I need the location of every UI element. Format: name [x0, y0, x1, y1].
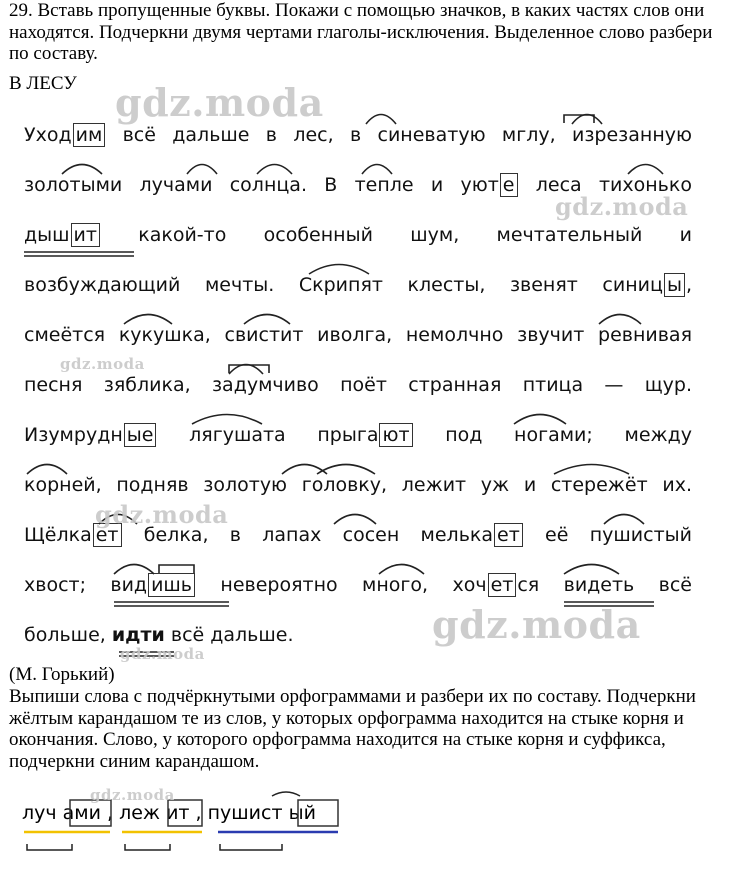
story-fragment: всё дальше. [164, 624, 294, 646]
watermark: gdz.moda [120, 645, 205, 663]
story-line [24, 307, 692, 357]
highlighted-word: идти [111, 624, 165, 646]
story-fragment: смеётся кукушка, свистит иволга, немолчно звучит ревнивая [24, 324, 692, 346]
story-fragment: невероятно много, хоч [196, 574, 487, 596]
ending-box: ет [494, 523, 523, 547]
story-line [24, 557, 692, 607]
story-fragment: дыш [24, 224, 70, 246]
watermark: gdz.moda [90, 786, 175, 804]
story-source: (М. Горький) [9, 664, 115, 685]
ending-box: ые [124, 423, 157, 447]
story-fragment: Изумрудн [24, 424, 123, 446]
story-fragment: Щёлка [24, 524, 92, 546]
ending-box: ит [71, 223, 100, 247]
story-line-text [24, 322, 692, 348]
story-line-text [24, 122, 692, 148]
story-fragment: золотыми лучами солнца. В тепле и уют [24, 174, 499, 196]
story-fragment: всё дальше в лес, в синеватую мглу, изрезанную [106, 124, 692, 146]
answer-morpheme-marks [22, 792, 352, 852]
story-fragment: белка, в лапах сосен мелька [122, 524, 494, 546]
story-fragment: какой-то особенный шум, мечтательный и [100, 224, 692, 246]
ending-box: ишь [148, 573, 195, 597]
story-fragment: леса тихонько [518, 174, 692, 196]
story-fragment: песня зяблика, задумчиво поёт странная птица — щур. [24, 374, 692, 396]
ending-box: ы [664, 273, 685, 297]
story-line-text [24, 472, 692, 498]
story-line [24, 257, 692, 307]
story-fragment: под ногами; между [413, 424, 693, 446]
answer-word-analysis [22, 792, 352, 852]
story-fragment: корней, подняв золотую головку, лежит уж и стережёт их. [24, 474, 692, 496]
story-line-text [24, 422, 692, 448]
watermark: gdz.moda [60, 355, 145, 373]
story-fragment: , [685, 274, 692, 296]
story-line-text [24, 572, 692, 598]
answer-text: луч ами , леж ит , пушист ый [22, 802, 316, 824]
story-line [24, 407, 692, 457]
watermark: gdz.moda [555, 192, 689, 221]
story-fragment: Уход [24, 124, 72, 146]
story-line-text [24, 372, 692, 398]
story-fragment: лягушата прыга [157, 424, 379, 446]
watermark: gdz.moda [432, 602, 641, 647]
follow-up-instruction: Выпиши слова с подчёркнутыми орфограммами и разбери их по составу. Подчеркни жёлтым карандашом те из слов, у которых орфограмма находится на стыке корня и окончания. Слово, у которого орфограмма находится на стыке корня и суффикса, подчеркни синим карандашом. [9, 686, 696, 772]
story-fragment: больше, [24, 624, 112, 646]
ending-box: ют [379, 423, 412, 447]
story-fragment: её пушистый [523, 524, 692, 546]
task-instruction: 29. Вставь пропущенные буквы. Покажи с помощью значков, в каких частях слов они находятся. Подчеркни двумя чертами глаголы-исключения. Выделенное слово разбери по составу. [9, 0, 713, 64]
ending-box: е [500, 173, 518, 197]
story-line-text [24, 222, 692, 248]
story-fragment: хвост; вид [24, 574, 148, 596]
ending-box: ет [93, 523, 122, 547]
watermark: gdz.moda [95, 500, 229, 529]
story-fragment: ся видеть всё [517, 574, 692, 596]
story-title: В ЛЕСУ [9, 73, 77, 94]
story-line-text [24, 272, 692, 298]
story-fragment: возбуждающий мечты. Скрипят клесты, звенят синиц [24, 274, 663, 296]
ending-box: им [73, 123, 106, 147]
ending-box: ет [488, 573, 517, 597]
watermark: gdz.moda [115, 80, 324, 125]
